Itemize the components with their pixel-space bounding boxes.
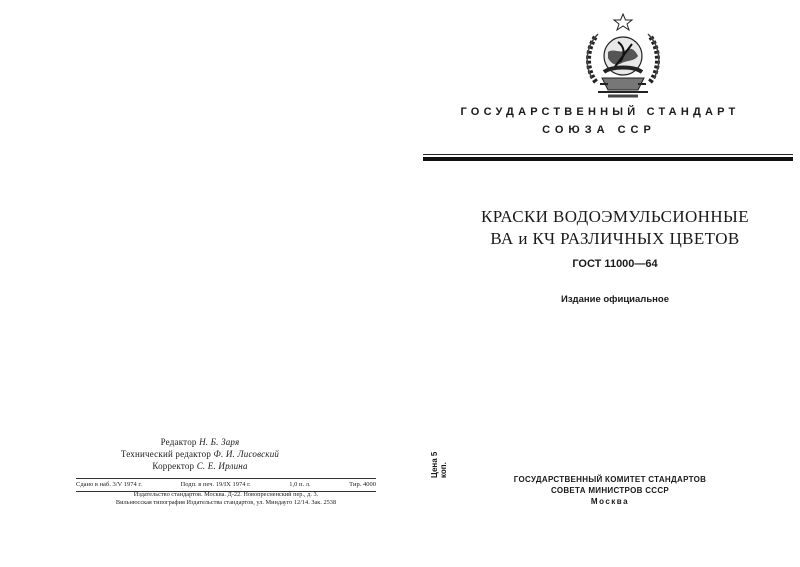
publisher-address: Издательство стандартов. Москва. Д-22. Новопресненский пер., д. 3. [133,491,319,498]
imprint-line [76,478,376,492]
editor-name: Н. Б. Заря [199,437,240,447]
footer-council: СОВЕТА МИНИСТРОВ СССР [550,486,670,495]
imprint-signed: Подп. в печ. 19/IX 1974 г. [180,481,251,488]
document-title-line1: КРАСКИ ВОДОЭМУЛЬСИОННЫЕ [480,207,750,226]
divider-thick [423,157,793,161]
tech-editor-name: Ф. И. Лисовский [213,449,280,459]
header-subtitle: СОЮЗА ССР [542,124,656,136]
tech-editor-role: Технический редактор [120,449,212,459]
editor-role: Редактор [160,437,197,447]
proofreader-name: С. Е. Ирлина [196,461,248,471]
footer-committee: ГОСУДАРСТВЕННЫЙ КОМИТЕТ СТАНДАРТОВ [513,475,707,484]
credits-block [0,436,400,472]
imprint-print-run: Тир. 4000 [349,481,376,488]
gost-number: ГОСТ 11000—64 [572,258,658,270]
tech-editor-line [0,448,400,460]
ussr-state-emblem-icon [578,12,668,102]
header-title: ГОСУДАРСТВЕННЫЙ СТАНДАРТ [460,106,740,118]
editor-line [0,436,400,448]
imprint-sent: Сдано в наб. 3/V 1974 г. [76,481,142,488]
publisher-block [76,491,376,507]
imprint-sheets: 1,0 п. л. [289,481,311,488]
proofreader-line [0,460,400,472]
proofreader-role: Корректор [152,461,195,471]
document-title-line2: ВА и КЧ РАЗЛИЧНЫХ ЦВЕТОВ [490,229,740,248]
footer-city: Москва [590,497,630,506]
printing-house: Вильнюсская типография Издательства стандартов, ул. Миндауго 12/14. Зак. 2538 [115,499,337,506]
edition-label: Издание официальное [561,294,669,305]
divider-thin [423,154,793,155]
price-label: Цена 5 коп. [430,451,448,478]
right-page [400,0,800,567]
footer-block [400,474,800,507]
